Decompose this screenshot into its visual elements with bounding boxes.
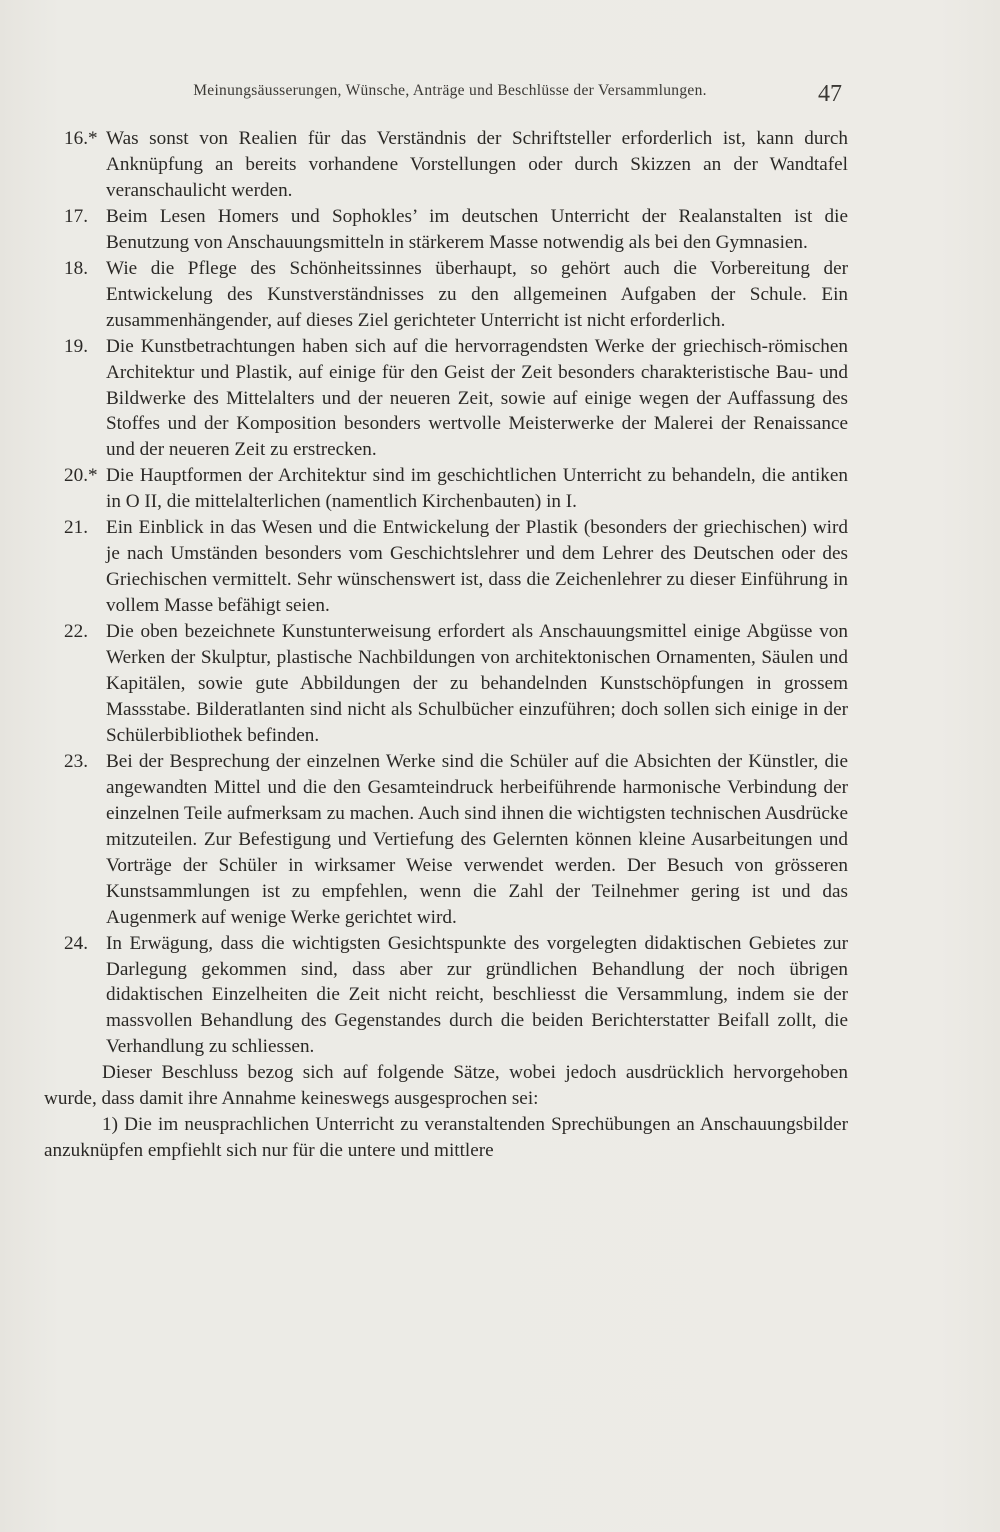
item-text: Wie die Pflege des Schönheitssinnes überhaupt, so gehört auch die Vorbereitung der Entwickelung des Kunstverständnisses zu den allgemeinen Aufgaben der Schule. Ein zusammenhängender, auf dieses Ziel gerichteter Unterricht ist nicht erforderlich. xyxy=(106,257,848,331)
page-number: 47 xyxy=(818,81,842,107)
list-item-22 xyxy=(44,619,848,749)
closing-paragraph xyxy=(44,1112,848,1164)
item-text: Ein Einblick in das Wesen und die Entwickelung der Plastik (besonders der griechischen) wird je nach Umständen besonders vom Geschichtslehrer und dem Lehrer des Deutschen oder des Griechischen vermittelt. Sehr wünschenswert ist, dass die Zeichenlehrer zu dieser Einführung in vollem Masse befähigt seien. xyxy=(106,517,848,617)
list-item-20 xyxy=(44,463,848,515)
item-number: 22. xyxy=(64,621,88,643)
item-text: Beim Lesen Homers und Sophokles’ im deutschen Unterricht der Realanstalten ist die Benutzung von Anschauungsmitteln in stärkerem Masse notwendig als bei den Gymnasien. xyxy=(106,205,848,253)
item-text: Die Kunstbetrachtungen haben sich auf die hervorragendsten Werke der griechisch-römischen Architektur und Plastik, auf einige für den Geist der Zeit besonders charakteristische Bau- und Bildwerke des Mittelalters und der neueren Zeit, sowie auf einige wegen der Auffassung des Stoffes und der Komposition besonders wertvolle Meisterwerke der Malerei der Renaissance und der neueren Zeit zu erstrecken. xyxy=(106,335,848,461)
page-body xyxy=(44,126,848,1164)
list-item-18 xyxy=(44,256,848,334)
item-number: 17. xyxy=(64,205,88,227)
running-head: Meinungsäusserungen, Wünsche, Anträge und Beschlüsse der Versammlungen. xyxy=(193,82,707,99)
item-number: 19. xyxy=(64,335,88,357)
list-item-23 xyxy=(44,749,848,931)
item-number: 21. xyxy=(64,517,88,539)
item-text: Was sonst von Realien für das Verständnis der Schriftsteller erforderlich ist, kann durch Anknüpfung an bereits vorhandene Vorstellungen oder durch Skizzen an der Wandtafel veranschaulicht werden. xyxy=(106,128,848,201)
closing-paragraph xyxy=(44,1060,848,1112)
item-text: In Erwägung, dass die wichtigsten Gesichtspunkte des vorgelegten didaktischen Gebietes zur Darlegung gekommen sind, dass aber zur gründlichen Behandlung der noch übrigen didaktischen Einzelheiten die Zeit nicht reicht, beschliesst die Versammlung, indem sie der massvollen Behandlung des Gegenstandes durch die beiden Berichterstatter Beifall zollt, die Verhandlung zu schliessen. xyxy=(106,932,848,1058)
list-item-19 xyxy=(44,334,848,464)
item-text: Bei der Besprechung der einzelnen Werke sind die Schüler auf die Absichten der Künstler, die angewandten Mittel und die den Gesamteindruck herbeiführende harmonische Verbindung der einzelnen Teile aufmerksam zu machen. Auch sind ihnen die wichtigsten technischen Ausdrücke mitzuteilen. Zur Befestigung und Vertiefung des Gelernten können kleine Ausarbeitungen und Vorträge der Schüler in wirksamer Weise verwendet werden. Der Besuch von grösseren Kunstsammlungen ist zu empfehlen, wenn die Zahl der Teilnehmer gering ist und das Augenmerk auf wenige Werke gerichtet wird. xyxy=(106,750,848,928)
list-item-17 xyxy=(44,204,848,256)
item-text: Die Hauptformen der Architektur sind im geschichtlichen Unterricht zu behandeln, die antiken in O II, die mittelalterlichen (namentlich Kirchenbauten) in I. xyxy=(106,465,848,513)
item-number: 24. xyxy=(64,932,88,954)
list-item-24 xyxy=(44,931,848,1061)
item-number: 23. xyxy=(64,750,88,772)
item-number: 16.* xyxy=(64,128,98,149)
paragraph-text: Dieser Beschluss bezog sich auf folgende Sätze, wobei jedoch ausdrücklich hervorgehoben wurde, dass damit ihre Annahme keineswegs ausgesprochen sei: xyxy=(44,1062,848,1110)
list-item-21 xyxy=(44,515,848,619)
item-text: Die oben bezeichnete Kunstunterweisung erfordert als Anschauungsmittel einige Abgüsse von Werken der Skulptur, plastische Nachbildungen von architektonischen Ornamenten, Säulen und Kapitälen, sowie gute Abbildungen der zu behandelnden Kunstschöpfungen in grossem Massstabe. Bilderatlanten sind nicht als Schulbücher einzuführen; doch sollen sich einige in der Schülerbibliothek befinden. xyxy=(106,621,848,746)
list-item-16 xyxy=(44,126,848,204)
item-number: 20.* xyxy=(64,465,98,487)
paragraph-text: 1) Die im neusprachlichen Unterricht zu veranstaltenden Sprechübungen an Anschauungsbilder anzuknüpfen empfiehlt sich nur für die untere und mittlere xyxy=(44,1114,848,1162)
item-number: 18. xyxy=(64,257,88,279)
